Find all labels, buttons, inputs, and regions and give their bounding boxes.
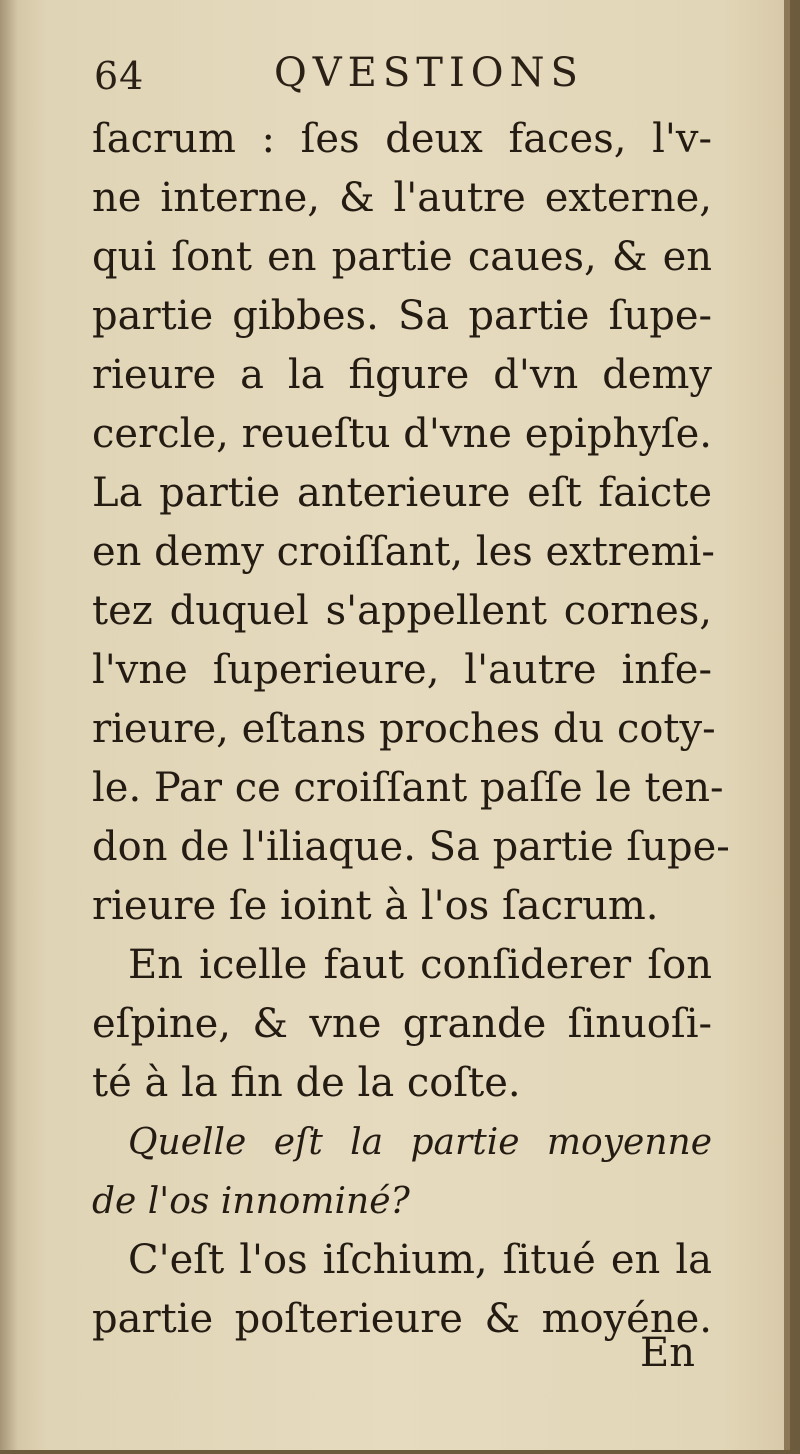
text-line: rieure ſe ioint à l'os ſacrum. [92, 883, 659, 929]
text-line: tez duquel s'appellent cornes, [92, 588, 712, 634]
page-header [94, 48, 614, 108]
text-line: l'vne ſuperieure, l'autre infe- [92, 647, 712, 693]
text-line: partie gibbes. Sa partie ſupe- [92, 293, 712, 339]
text-line: partie poſterieure & moyéne. [92, 1296, 712, 1342]
text-line: En icelle faut conſiderer ſon [128, 942, 712, 988]
text-line: ſacrum : ſes deux faces, l'v- [92, 116, 712, 162]
text-line: C'eſt l'os iſchium, ſitué en la [128, 1237, 712, 1283]
text-line: La partie anterieure eſt faicte [92, 470, 712, 516]
text-line: le. Par ce croiſſant paſſe le ten- [92, 765, 724, 811]
question-line: de l'os innominé? [92, 1181, 410, 1222]
text-line: don de l'iliaque. Sa partie ſupe- [92, 824, 730, 870]
text-line: qui ſont en partie caues, & en [92, 234, 712, 280]
page-number: 64 [94, 54, 145, 98]
text-line: té à la fin de la coſte. [92, 1060, 521, 1106]
text-line: ne interne, & l'autre externe, [92, 175, 712, 221]
catchword: En [640, 1330, 695, 1376]
text-line: rieure a la figure d'vn demy [92, 352, 712, 398]
text-line: eſpine, & vne grande ſinuoſi- [92, 1001, 712, 1047]
text-line: cercle, reueſtu d'vne epiphyſe. [92, 411, 712, 457]
text-line: rieure, eſtans proches du coty- [92, 706, 716, 752]
body-text [92, 110, 730, 1349]
gutter-shadow [0, 0, 18, 1450]
question-line: Quelle eſt la partie moyenne [128, 1122, 712, 1163]
running-title: QVESTIONS [274, 50, 584, 96]
text-line: en demy croiſſant, les extremi- [92, 529, 715, 575]
